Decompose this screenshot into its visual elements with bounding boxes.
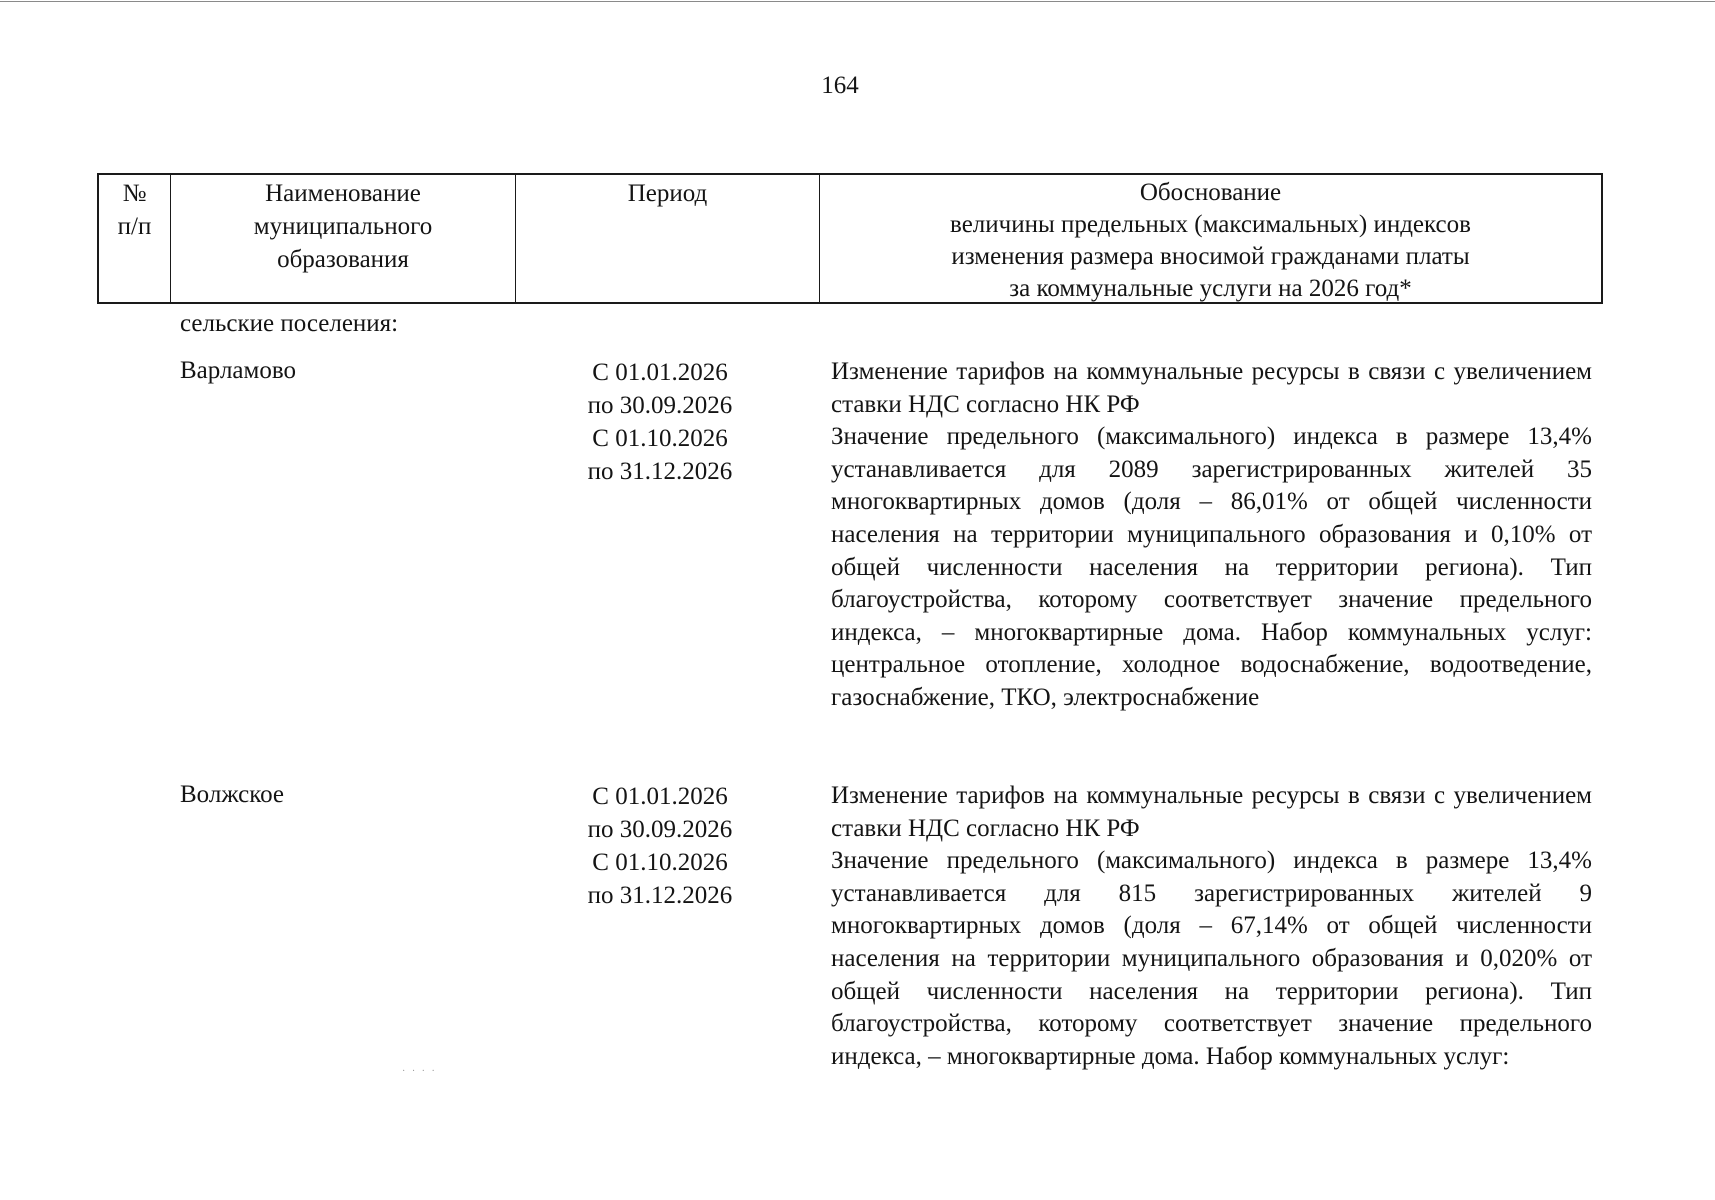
- header-municipality-line: муниципального: [253, 213, 433, 240]
- basis-cell: [831, 356, 1592, 715]
- period-cell: [560, 356, 760, 488]
- period-line: С 01.01.2026: [592, 359, 728, 386]
- header-number-line: №: [122, 180, 147, 207]
- basis-paragraph: Значение предельного (максимального) индекса в размере 13,4% устанавливается для 815 зарегистрированных жителей 9 многоквартирных домов (доля – 67,14% от общей численности населения на территории муниципального образования и 0,020% от общей численности населения на территории региона). Тип благоустройства, которому соответствует значение предельного индекса, – многоквартирные дома. Набор коммунальных услуг:: [831, 847, 1592, 1070]
- header-municipality-line: Наименование: [265, 180, 421, 207]
- header-basis-line: изменения размера вносимой гражданами платы: [951, 243, 1470, 270]
- period-cell: [560, 780, 760, 912]
- basis-paragraph: Изменение тарифов на коммунальные ресурсы в связи с увеличением ставки НДС согласно НК РФ: [831, 782, 1592, 842]
- section-label: сельские поселения:: [180, 310, 399, 337]
- period-line: по 31.12.2026: [587, 458, 733, 485]
- header-cell-period: [516, 175, 820, 302]
- municipality-name: Волжское: [180, 781, 285, 808]
- basis-paragraph: Значение предельного (максимального) индекса в размере 13,4% устанавливается для 2089 зарегистрированных жителей 35 многоквартирных домов (доля – 86,01% от общей численности населения на территории муниципального образования и 0,10% от общей численности населения на территории региона). Тип благоустройства, которому соответствует значение предельного индекса, – многоквартирные дома. Набор коммунальных услуг: центральное отопление, холодное водоснабжение, водоотведение, газоснабжение, ТКО, электроснабжение: [831, 423, 1592, 711]
- header-cell-municipality: [171, 175, 516, 302]
- period-line: по 30.09.2026: [587, 816, 733, 843]
- header-number-line: п/п: [117, 213, 152, 240]
- header-period-line: Период: [627, 180, 708, 207]
- period-line: С 01.10.2026: [592, 425, 728, 452]
- basis-cell: [831, 780, 1592, 1073]
- municipality-name: Варламово: [180, 357, 296, 384]
- header-cell-number: [99, 175, 171, 302]
- header-basis-line: Обоснование: [1139, 179, 1282, 206]
- header-cell-basis: [820, 175, 1601, 302]
- period-line: по 30.09.2026: [587, 392, 733, 419]
- header-basis-line: величины предельных (максимальных) индексов: [950, 211, 1471, 238]
- period-line: по 31.12.2026: [587, 882, 733, 909]
- basis-paragraph: Изменение тарифов на коммунальные ресурсы в связи с увеличением ставки НДС согласно НК РФ: [831, 358, 1592, 418]
- page-number: 164: [821, 72, 859, 99]
- period-line: С 01.01.2026: [592, 783, 728, 810]
- period-line: С 01.10.2026: [592, 849, 728, 876]
- table-header: [97, 173, 1603, 304]
- header-basis-line: за коммунальные услуги на 2026 год*: [1009, 275, 1412, 302]
- header-municipality-line: образования: [277, 246, 409, 273]
- scan-speckle: · · · ·: [402, 1066, 437, 1077]
- page-top-border: [0, 1, 1715, 2]
